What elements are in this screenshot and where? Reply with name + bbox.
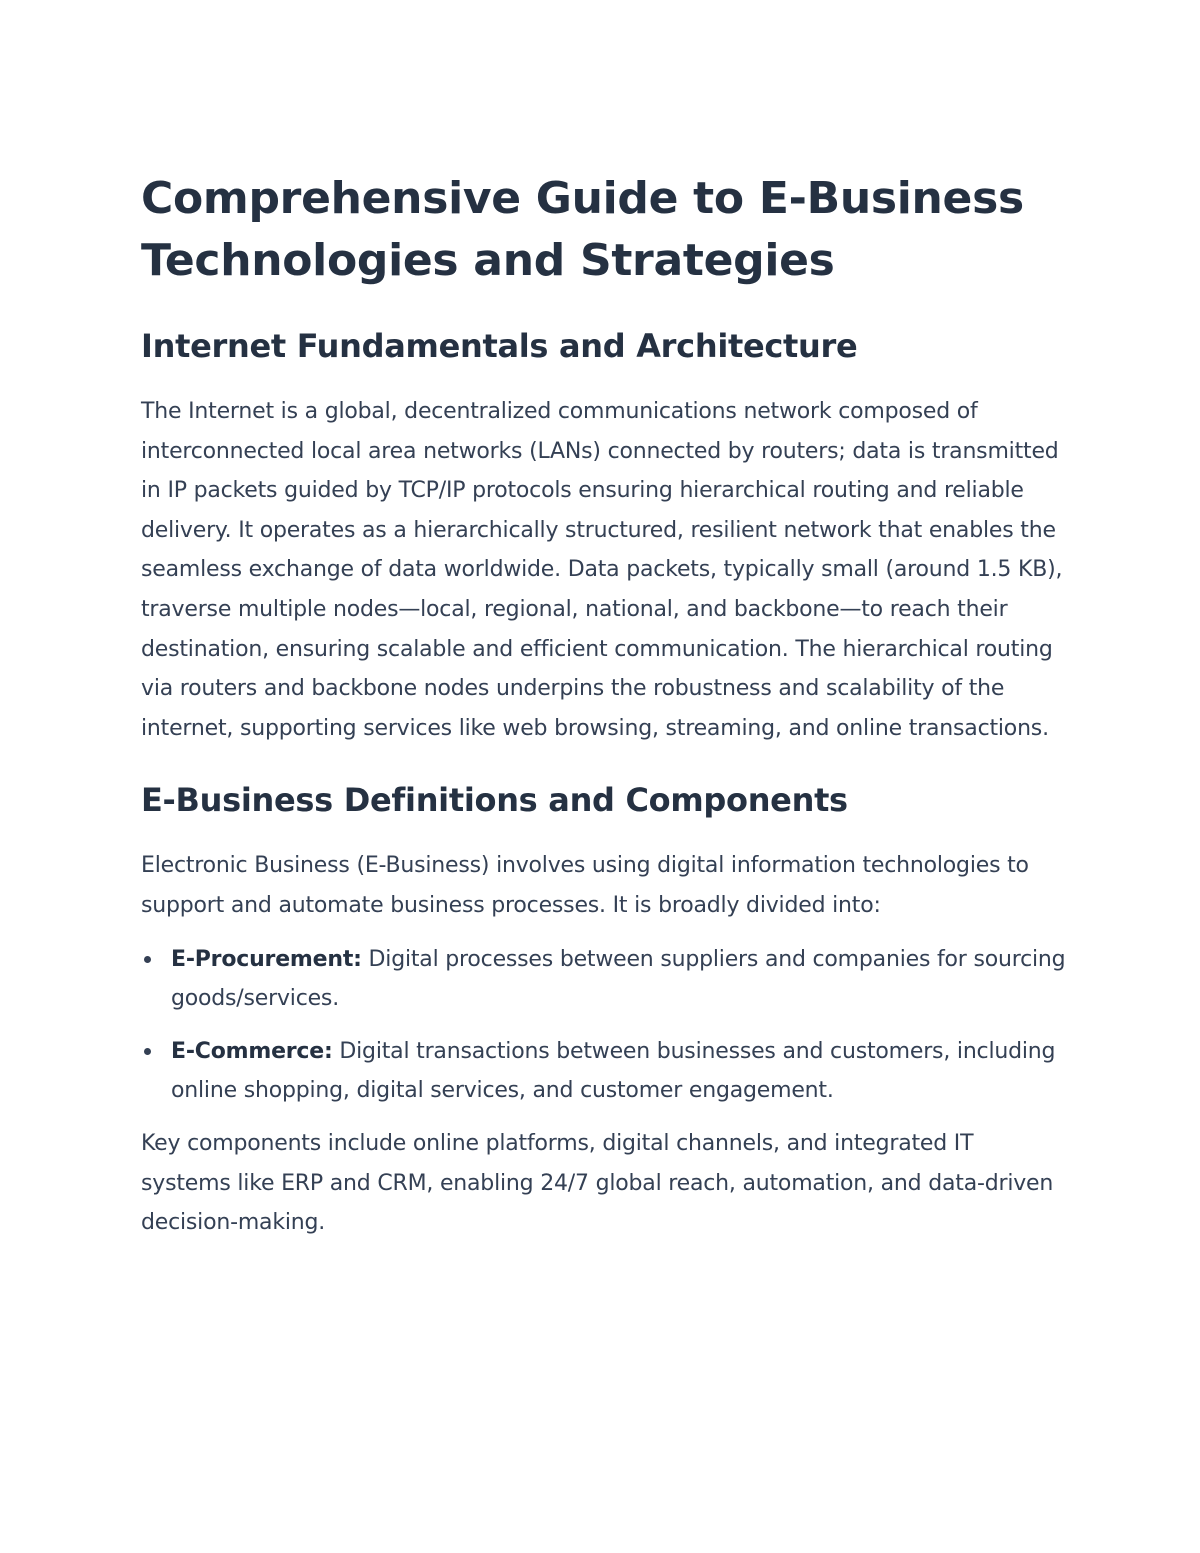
ebusiness-closing-paragraph: Key components include online platforms, digital channels, and integrated IT systems like ERP and CRM, enabling 24/7 global reach, automation, and data-driven decision-making. [141, 1130, 1054, 1236]
bullet-e-procurement [141, 940, 1066, 1019]
bullet-dot-icon [144, 956, 151, 963]
section-heading-ebusiness-definitions: E-Business Definitions and Components [141, 781, 848, 820]
ebusiness-intro-paragraph: Electronic Business (E-Business) involves using digital information technologies to support and automate business processes. It is broadly divided into: [141, 853, 1029, 918]
document-title: Comprehensive Guide to E-Business Technologies and Strategies [141, 173, 1024, 286]
section-internet-fundamentals [141, 326, 1066, 748]
section-heading-internet-fundamentals: Internet Fundamentals and Architecture [141, 327, 858, 365]
section-ebusiness-definitions [141, 780, 1066, 1242]
bullet-text-e-procurement: Digital processes between suppliers and companies for sourcing goods/services. [171, 946, 1066, 1012]
document-page [141, 168, 1066, 1243]
bullet-dot-icon [144, 1048, 151, 1055]
bullet-term-e-procurement: E-Procurement: [171, 946, 362, 972]
bullet-e-commerce [141, 1032, 1066, 1111]
ebusiness-bullet-list [141, 940, 1066, 1111]
internet-fundamentals-paragraph: The Internet is a global, decentralized communications network composed of interconnected local area networks (LANs) connected by routers; data is transmitted in IP packets guided by TCP/IP protocols ensuring hierarchical routing and reliable delivery. It operates as a hierarchically structured, resilient network that enables the seamless exchange of data worldwide. Data packets, typically small (around 1.5 KB), traverse multiple nodes—local, regional, national, and backbone—to reach their destination, ensuring scalable and efficient communication. The hierarchical routing via routers and backbone nodes underpins the robustness and scalability of the internet, supporting services like web browsing, streaming, and online transactions. [141, 399, 1063, 741]
bullet-text-e-commerce: Digital transactions between businesses and customers, including online shopping, digital services, and customer engagement. [171, 1038, 1056, 1104]
bullet-term-e-commerce: E-Commerce: [171, 1038, 333, 1064]
